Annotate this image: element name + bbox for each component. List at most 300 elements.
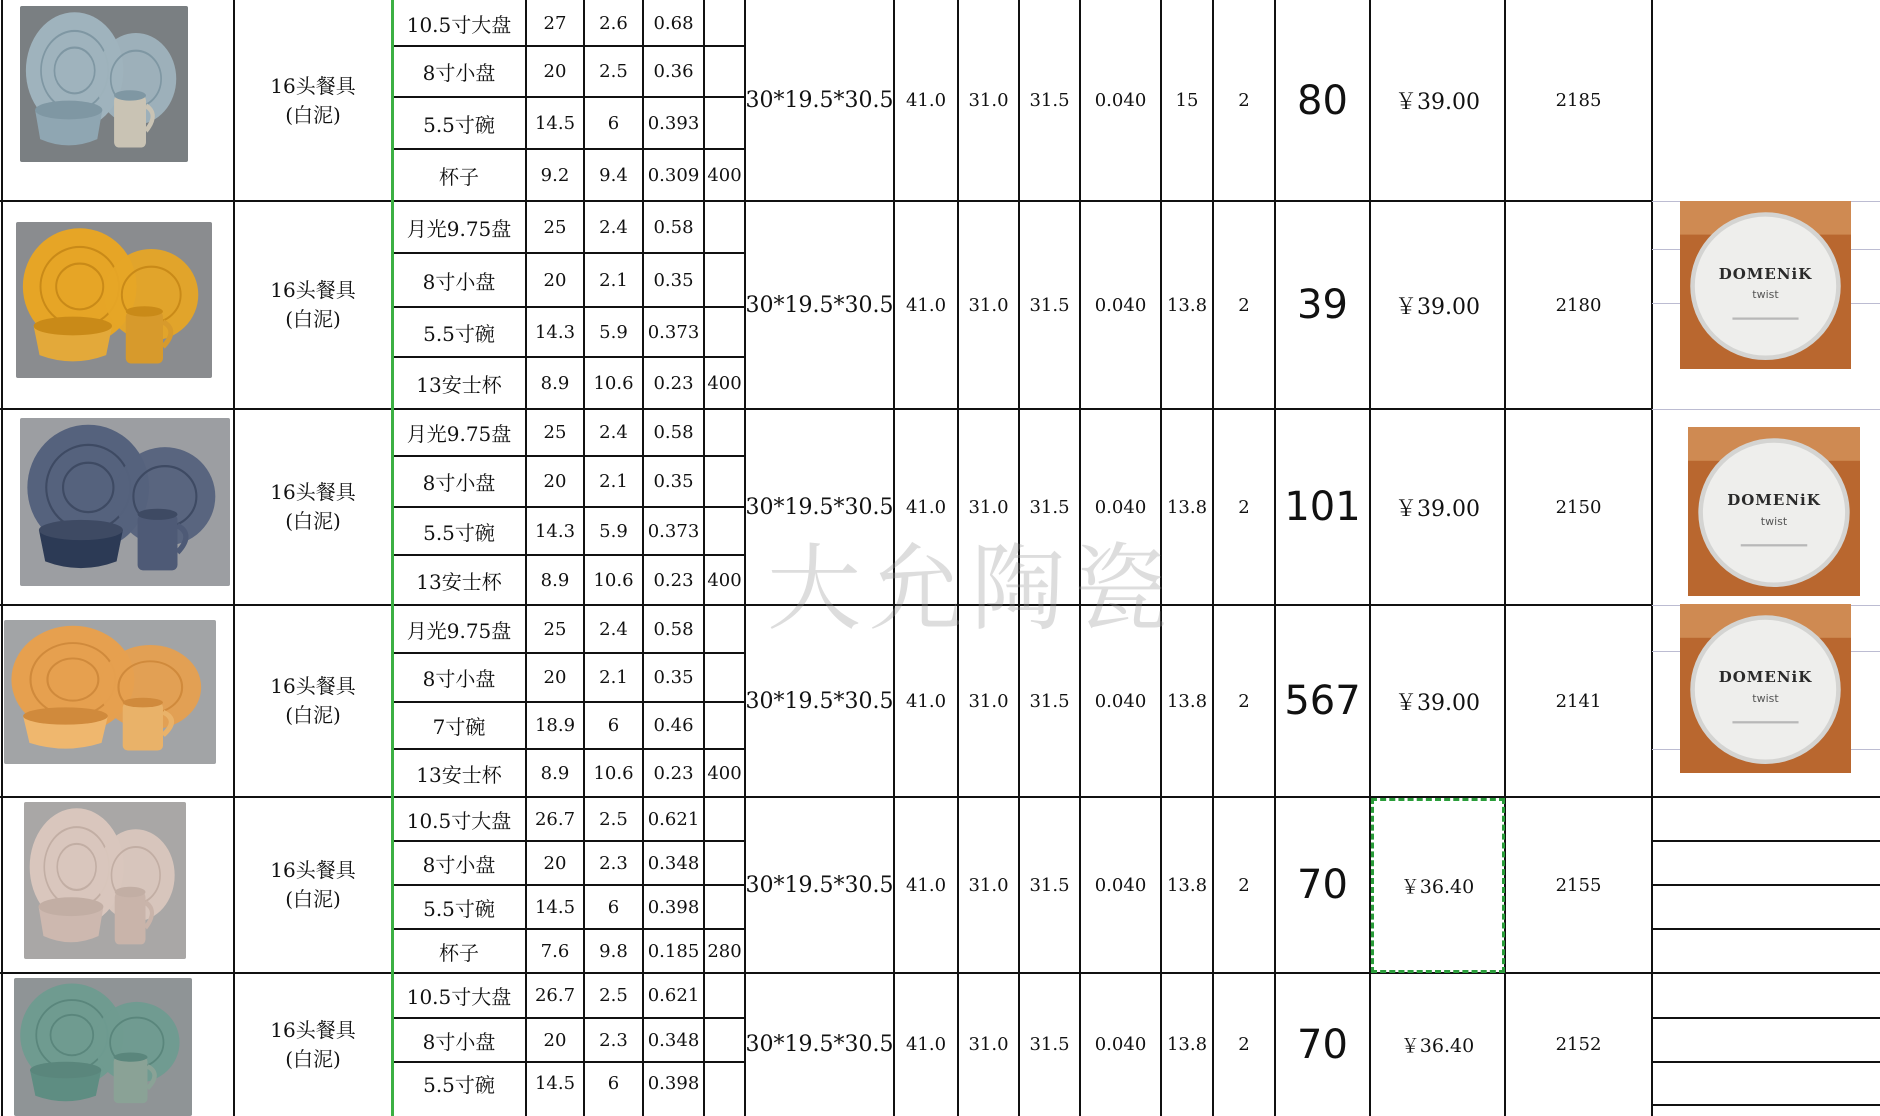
item-code[interactable] bbox=[1505, 201, 1652, 409]
item-diameter[interactable] bbox=[526, 605, 584, 653]
item-volume[interactable] bbox=[704, 702, 745, 749]
item-diameter[interactable] bbox=[526, 307, 584, 357]
item-diameter[interactable] bbox=[526, 749, 584, 797]
cbm[interactable] bbox=[1080, 797, 1161, 973]
unit-price-text: ￥39.00 bbox=[1395, 496, 1480, 522]
row-divider bbox=[0, 408, 1652, 410]
item-weight[interactable] bbox=[643, 97, 704, 149]
outer-length[interactable] bbox=[894, 797, 958, 973]
row-divider bbox=[0, 200, 1652, 202]
item-volume[interactable] bbox=[704, 97, 745, 149]
item-diameter[interactable] bbox=[526, 797, 584, 841]
sets-per-carton[interactable] bbox=[1213, 973, 1275, 1116]
item-name-text: 杯子 bbox=[439, 940, 479, 965]
item-weight[interactable] bbox=[643, 0, 704, 46]
item-height[interactable] bbox=[584, 1062, 643, 1105]
sets-per-carton-text: 2 bbox=[1238, 1034, 1250, 1055]
item-volume[interactable] bbox=[704, 841, 745, 885]
brand-logo-image[interactable] bbox=[1688, 427, 1860, 596]
item-height[interactable] bbox=[584, 702, 643, 749]
carton-size[interactable] bbox=[745, 201, 894, 409]
item-height-text: 10.6 bbox=[593, 372, 634, 394]
product-material: (白泥) bbox=[285, 887, 341, 911]
item-diameter-text: 14.5 bbox=[534, 896, 576, 918]
item-name[interactable] bbox=[392, 653, 526, 702]
stock-qty-text: 80 bbox=[1297, 77, 1348, 124]
item-weight[interactable] bbox=[643, 201, 704, 253]
item-height[interactable] bbox=[584, 201, 643, 253]
item-name-text: 月光9.75盘 bbox=[406, 422, 512, 446]
item-name[interactable] bbox=[392, 149, 526, 201]
item-diameter-text: 26.7 bbox=[534, 808, 576, 830]
unit-price-text: ￥36.40 bbox=[1400, 1035, 1475, 1057]
item-divider bbox=[392, 506, 745, 508]
grid-line bbox=[1274, 0, 1276, 1116]
outer-height-text: 31.5 bbox=[1029, 90, 1070, 111]
item-divider bbox=[392, 252, 745, 254]
sets-per-carton-text: 2 bbox=[1238, 874, 1250, 896]
item-height[interactable] bbox=[584, 456, 643, 507]
item-weight[interactable] bbox=[643, 973, 704, 1018]
item-name[interactable] bbox=[392, 749, 526, 797]
carton-size[interactable] bbox=[745, 797, 894, 973]
item-height-text: 2.4 bbox=[599, 618, 628, 640]
item-name[interactable] bbox=[392, 97, 526, 149]
brand-line: twist bbox=[1760, 514, 1788, 528]
stock-qty-text: 70 bbox=[1297, 862, 1348, 908]
item-volume[interactable] bbox=[704, 46, 745, 97]
gross-weight[interactable] bbox=[1161, 973, 1213, 1116]
item-code[interactable] bbox=[1505, 605, 1652, 797]
item-name[interactable] bbox=[392, 201, 526, 253]
item-volume-text: 400 bbox=[707, 164, 742, 186]
item-diameter[interactable] bbox=[526, 1062, 584, 1105]
item-diameter-text: 9.2 bbox=[540, 164, 570, 186]
outer-width[interactable] bbox=[958, 0, 1019, 201]
item-weight-text: 0.398 bbox=[647, 896, 700, 918]
cbm[interactable] bbox=[1080, 0, 1161, 201]
product-name-cell[interactable] bbox=[234, 797, 392, 973]
item-code[interactable] bbox=[1505, 409, 1652, 605]
unit-price[interactable] bbox=[1370, 409, 1505, 605]
cbm-text: 0.040 bbox=[1094, 294, 1147, 316]
sets-per-carton[interactable] bbox=[1213, 201, 1275, 409]
item-volume[interactable] bbox=[704, 797, 745, 841]
item-diameter[interactable] bbox=[526, 653, 584, 702]
item-diameter[interactable] bbox=[526, 702, 584, 749]
product-material: (白泥) bbox=[285, 509, 341, 533]
gross-weight[interactable] bbox=[1161, 797, 1213, 973]
item-volume[interactable] bbox=[704, 1018, 745, 1062]
item-weight-text: 0.58 bbox=[653, 216, 694, 238]
outer-length[interactable] bbox=[894, 201, 958, 409]
item-diameter[interactable] bbox=[526, 149, 584, 201]
item-code[interactable] bbox=[1505, 973, 1652, 1116]
product-name: 16头餐具 bbox=[270, 858, 356, 882]
carton-size[interactable] bbox=[745, 973, 894, 1116]
outer-length-text: 41.0 bbox=[905, 294, 947, 316]
item-weight[interactable] bbox=[643, 456, 704, 507]
gross-weight[interactable] bbox=[1161, 201, 1213, 409]
item-weight[interactable] bbox=[643, 885, 704, 929]
item-height-text: 6 bbox=[607, 896, 620, 918]
item-diameter[interactable] bbox=[526, 357, 584, 409]
item-height[interactable] bbox=[584, 507, 643, 555]
item-divider bbox=[392, 455, 745, 457]
carton-size[interactable] bbox=[745, 0, 894, 201]
item-diameter[interactable] bbox=[526, 929, 584, 973]
item-volume-text: 400 bbox=[707, 762, 742, 784]
item-height[interactable] bbox=[584, 307, 643, 357]
item-height[interactable] bbox=[584, 841, 643, 885]
item-weight[interactable] bbox=[643, 605, 704, 653]
item-name[interactable] bbox=[392, 605, 526, 653]
item-height-text: 2.3 bbox=[599, 1029, 628, 1051]
item-name-text: 13安士杯 bbox=[416, 569, 502, 594]
gross-weight-text: 13.8 bbox=[1166, 690, 1208, 712]
outer-height-text: 31.5 bbox=[1029, 874, 1070, 896]
item-name-text: 月光9.75盘 bbox=[406, 216, 512, 241]
product-material: (白泥) bbox=[285, 102, 341, 127]
item-name[interactable] bbox=[392, 797, 526, 841]
item-name[interactable] bbox=[392, 929, 526, 973]
item-diameter[interactable] bbox=[526, 46, 584, 97]
product-name-cell[interactable] bbox=[234, 201, 392, 409]
item-diameter-text: 8.9 bbox=[540, 372, 570, 394]
item-weight-text: 0.58 bbox=[653, 422, 694, 443]
item-divider bbox=[392, 652, 745, 654]
item-height[interactable] bbox=[584, 749, 643, 797]
item-weight[interactable] bbox=[643, 409, 704, 456]
product-name: 16头餐具 bbox=[270, 278, 356, 302]
item-diameter-text: 14.3 bbox=[534, 520, 576, 542]
item-height[interactable] bbox=[584, 797, 643, 841]
item-height-text: 2.5 bbox=[599, 808, 628, 830]
item-height-text: 2.1 bbox=[599, 471, 628, 492]
item-height[interactable] bbox=[584, 409, 643, 456]
outer-height-text: 31.5 bbox=[1029, 1034, 1070, 1055]
logo-grid-line bbox=[1652, 884, 1880, 886]
outer-width[interactable] bbox=[958, 973, 1019, 1116]
item-volume[interactable] bbox=[704, 0, 745, 46]
item-height[interactable] bbox=[584, 555, 643, 605]
stock-qty-text: 567 bbox=[1284, 678, 1361, 724]
item-weight[interactable] bbox=[643, 357, 704, 409]
item-diameter-text: 27 bbox=[543, 12, 567, 34]
item-diameter[interactable] bbox=[526, 97, 584, 149]
stock-qty[interactable] bbox=[1275, 409, 1370, 605]
item-volume[interactable] bbox=[704, 973, 745, 1018]
grid-line bbox=[583, 0, 585, 1116]
item-height[interactable] bbox=[584, 605, 643, 653]
sets-per-carton-text: 2 bbox=[1238, 496, 1250, 518]
item-name[interactable] bbox=[392, 307, 526, 357]
item-divider bbox=[392, 701, 745, 703]
product-name-cell[interactable] bbox=[234, 409, 392, 605]
item-diameter[interactable] bbox=[526, 507, 584, 555]
item-weight[interactable] bbox=[643, 1018, 704, 1062]
left-edge bbox=[1, 0, 3, 1116]
unit-price-text: ￥39.00 bbox=[1395, 294, 1480, 320]
item-name[interactable] bbox=[392, 702, 526, 749]
item-divider bbox=[392, 96, 745, 98]
sets-per-carton[interactable] bbox=[1213, 605, 1275, 797]
item-diameter[interactable] bbox=[526, 1018, 584, 1062]
item-diameter[interactable] bbox=[526, 885, 584, 929]
item-name[interactable] bbox=[392, 46, 526, 97]
product-name: 16头餐具 bbox=[270, 480, 356, 504]
item-weight[interactable] bbox=[643, 46, 704, 97]
item-weight-text: 0.393 bbox=[647, 112, 700, 134]
item-volume[interactable] bbox=[704, 357, 745, 409]
outer-height[interactable] bbox=[1019, 0, 1080, 201]
item-weight-text: 0.23 bbox=[653, 372, 694, 394]
sets-per-carton-text: 2 bbox=[1238, 294, 1250, 316]
item-name[interactable] bbox=[392, 456, 526, 507]
stock-qty[interactable] bbox=[1275, 973, 1370, 1116]
item-name[interactable] bbox=[392, 555, 526, 605]
carton-size-text: 30*19.5*30.5 bbox=[745, 88, 894, 113]
item-volume[interactable] bbox=[704, 253, 745, 307]
product-material: (白泥) bbox=[285, 703, 341, 727]
item-weight[interactable] bbox=[643, 702, 704, 749]
cell-selection-marquee[interactable] bbox=[1371, 798, 1505, 973]
product-photo[interactable] bbox=[4, 620, 216, 764]
item-weight[interactable] bbox=[643, 749, 704, 797]
item-volume[interactable] bbox=[704, 149, 745, 201]
item-divider bbox=[392, 1061, 745, 1063]
item-diameter[interactable] bbox=[526, 555, 584, 605]
cbm-text: 0.040 bbox=[1094, 1034, 1147, 1055]
item-diameter[interactable] bbox=[526, 201, 584, 253]
cbm[interactable] bbox=[1080, 973, 1161, 1116]
carton-size-text: 30*19.5*30.5 bbox=[745, 1032, 894, 1057]
stock-qty[interactable] bbox=[1275, 0, 1370, 201]
item-name[interactable] bbox=[392, 253, 526, 307]
product-name-cell[interactable] bbox=[234, 973, 392, 1116]
item-height-text: 5.9 bbox=[599, 321, 628, 343]
item-height[interactable] bbox=[584, 653, 643, 702]
grid-line bbox=[642, 0, 644, 1116]
item-code[interactable] bbox=[1505, 0, 1652, 201]
outer-length-text: 41.0 bbox=[905, 90, 947, 111]
item-volume[interactable] bbox=[704, 929, 745, 973]
item-height[interactable] bbox=[584, 253, 643, 307]
item-weight-text: 0.621 bbox=[647, 985, 700, 1006]
stock-qty[interactable] bbox=[1275, 797, 1370, 973]
item-volume[interactable] bbox=[704, 201, 745, 253]
item-divider bbox=[392, 884, 745, 886]
item-divider bbox=[392, 554, 745, 556]
item-height[interactable] bbox=[584, 929, 643, 973]
item-height[interactable] bbox=[584, 1018, 643, 1062]
item-name-text: 10.5寸大盘 bbox=[406, 985, 512, 1009]
item-name[interactable] bbox=[392, 409, 526, 456]
gross-weight[interactable] bbox=[1161, 0, 1213, 201]
item-weight[interactable] bbox=[643, 1062, 704, 1105]
outer-width[interactable] bbox=[958, 201, 1019, 409]
item-height-text: 2.1 bbox=[599, 667, 628, 688]
item-code-text: 2185 bbox=[1555, 90, 1602, 111]
outer-length[interactable] bbox=[894, 973, 958, 1116]
item-diameter-text: 20 bbox=[543, 269, 567, 291]
item-code-text: 2150 bbox=[1555, 496, 1602, 518]
product-name-cell[interactable] bbox=[234, 605, 392, 797]
gross-weight-text: 13.8 bbox=[1166, 874, 1208, 896]
item-volume[interactable] bbox=[704, 507, 745, 555]
item-diameter-text: 25 bbox=[543, 216, 567, 238]
item-name[interactable] bbox=[392, 0, 526, 46]
unit-price-text: ￥39.00 bbox=[1395, 90, 1480, 115]
item-name-text: 13安士杯 bbox=[416, 372, 502, 397]
grid-line bbox=[1212, 0, 1214, 1116]
outer-width[interactable] bbox=[958, 797, 1019, 973]
item-code-text: 2141 bbox=[1555, 690, 1602, 712]
item-diameter-text: 25 bbox=[543, 422, 567, 443]
item-diameter-text: 20 bbox=[543, 667, 567, 688]
product-photo[interactable] bbox=[14, 978, 192, 1116]
item-diameter-text: 18.9 bbox=[534, 715, 576, 736]
item-diameter-text: 20 bbox=[543, 471, 567, 492]
product-photo[interactable] bbox=[16, 222, 212, 378]
cbm[interactable] bbox=[1080, 201, 1161, 409]
item-name[interactable] bbox=[392, 1018, 526, 1062]
item-divider bbox=[392, 748, 745, 750]
item-diameter[interactable] bbox=[526, 253, 584, 307]
outer-height-text: 31.5 bbox=[1029, 496, 1070, 518]
outer-length-text: 41.0 bbox=[905, 690, 947, 712]
product-material: (白泥) bbox=[285, 307, 341, 331]
product-photo[interactable] bbox=[24, 802, 186, 959]
product-name: 16头餐具 bbox=[270, 674, 356, 698]
item-volume[interactable] bbox=[704, 307, 745, 357]
item-weight[interactable] bbox=[643, 653, 704, 702]
outer-height[interactable] bbox=[1019, 973, 1080, 1116]
stock-qty[interactable] bbox=[1275, 201, 1370, 409]
item-name-text: 10.5寸大盘 bbox=[406, 12, 512, 37]
item-name[interactable] bbox=[392, 841, 526, 885]
item-weight-text: 0.35 bbox=[653, 269, 694, 291]
item-name[interactable] bbox=[392, 885, 526, 929]
outer-length[interactable] bbox=[894, 0, 958, 201]
unit-price[interactable] bbox=[1370, 605, 1505, 797]
outer-height-text: 31.5 bbox=[1029, 294, 1070, 316]
item-weight[interactable] bbox=[643, 797, 704, 841]
outer-length-text: 41.0 bbox=[905, 1034, 947, 1055]
brand-name: DOMENiK bbox=[1727, 491, 1821, 510]
item-height[interactable] bbox=[584, 0, 643, 46]
item-divider bbox=[392, 928, 745, 930]
item-weight[interactable] bbox=[643, 841, 704, 885]
item-height-text: 2.3 bbox=[599, 852, 628, 874]
item-volume[interactable] bbox=[704, 456, 745, 507]
item-weight[interactable] bbox=[643, 307, 704, 357]
stock-qty[interactable] bbox=[1275, 605, 1370, 797]
outer-width-text: 31.0 bbox=[968, 294, 1009, 316]
product-photo[interactable] bbox=[20, 418, 230, 586]
item-code-text: 2152 bbox=[1555, 1034, 1602, 1055]
sets-per-carton[interactable] bbox=[1213, 797, 1275, 973]
column-highlight-edge bbox=[391, 0, 394, 1116]
item-volume[interactable] bbox=[704, 1062, 745, 1105]
item-height[interactable] bbox=[584, 885, 643, 929]
item-weight-text: 0.373 bbox=[647, 520, 700, 542]
item-code[interactable] bbox=[1505, 797, 1652, 973]
item-diameter[interactable] bbox=[526, 841, 584, 885]
item-volume-text: 280 bbox=[707, 940, 742, 962]
unit-price[interactable] bbox=[1370, 973, 1505, 1116]
unit-price[interactable] bbox=[1370, 201, 1505, 409]
item-name[interactable] bbox=[392, 507, 526, 555]
item-volume[interactable] bbox=[704, 749, 745, 797]
item-volume[interactable] bbox=[704, 605, 745, 653]
outer-height[interactable] bbox=[1019, 797, 1080, 973]
item-height[interactable] bbox=[584, 973, 643, 1018]
brand-logo-image[interactable] bbox=[1680, 604, 1851, 773]
item-weight[interactable] bbox=[643, 507, 704, 555]
item-height[interactable] bbox=[584, 97, 643, 149]
item-name[interactable] bbox=[392, 973, 526, 1018]
stock-qty-text: 39 bbox=[1297, 282, 1348, 328]
item-volume[interactable] bbox=[704, 885, 745, 929]
grid-line bbox=[525, 0, 527, 1116]
outer-height[interactable] bbox=[1019, 201, 1080, 409]
item-name-text: 5.5寸碗 bbox=[423, 520, 495, 545]
item-volume[interactable] bbox=[704, 653, 745, 702]
item-name-text: 10.5寸大盘 bbox=[406, 808, 512, 833]
sets-per-carton[interactable] bbox=[1213, 0, 1275, 201]
product-name-cell[interactable] bbox=[234, 0, 392, 201]
logo-grid-line bbox=[1652, 928, 1880, 930]
logo-grid-line bbox=[1652, 409, 1880, 410]
carton-size-text: 30*19.5*30.5 bbox=[745, 292, 894, 318]
item-weight[interactable] bbox=[643, 253, 704, 307]
item-volume[interactable] bbox=[704, 409, 745, 456]
item-height[interactable] bbox=[584, 357, 643, 409]
item-diameter[interactable] bbox=[526, 0, 584, 46]
item-volume[interactable] bbox=[704, 555, 745, 605]
item-height-text: 6 bbox=[607, 112, 620, 134]
grid-line bbox=[1651, 0, 1653, 1116]
sets-per-carton-text: 2 bbox=[1238, 90, 1250, 111]
item-name[interactable] bbox=[392, 1062, 526, 1105]
item-weight[interactable] bbox=[643, 929, 704, 973]
item-height[interactable] bbox=[584, 46, 643, 97]
logo-grid-line bbox=[1652, 796, 1880, 798]
item-diameter[interactable] bbox=[526, 456, 584, 507]
product-photo[interactable] bbox=[20, 6, 188, 162]
unit-price[interactable] bbox=[1370, 0, 1505, 201]
sets-per-carton[interactable] bbox=[1213, 409, 1275, 605]
item-height-text: 5.9 bbox=[599, 520, 628, 542]
item-weight[interactable] bbox=[643, 555, 704, 605]
brand-logo-image[interactable] bbox=[1680, 201, 1851, 369]
item-name-text: 5.5寸碗 bbox=[423, 896, 495, 921]
gross-weight-text: 13.8 bbox=[1166, 1034, 1208, 1055]
item-name[interactable] bbox=[392, 357, 526, 409]
product-name: 16头餐具 bbox=[270, 1017, 356, 1042]
item-diameter[interactable] bbox=[526, 409, 584, 456]
item-weight[interactable] bbox=[643, 149, 704, 201]
item-name-text: 5.5寸碗 bbox=[423, 112, 495, 137]
logo-grid-line bbox=[1652, 1104, 1880, 1106]
item-divider bbox=[392, 45, 745, 47]
outer-width-text: 31.0 bbox=[968, 1034, 1009, 1055]
item-diameter[interactable] bbox=[526, 973, 584, 1018]
item-weight-text: 0.398 bbox=[647, 1073, 700, 1094]
outer-length-text: 41.0 bbox=[905, 496, 947, 518]
item-height[interactable] bbox=[584, 149, 643, 201]
